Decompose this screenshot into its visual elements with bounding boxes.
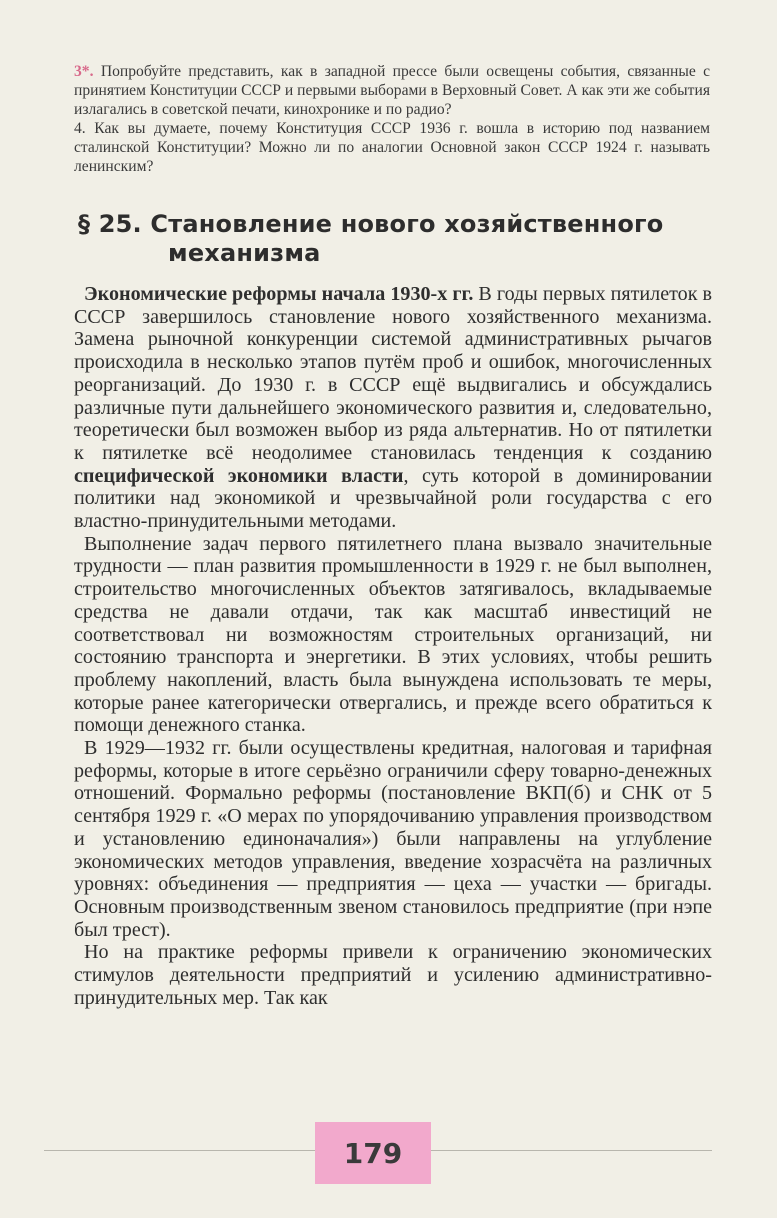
section-title-line1: § 25. Становление нового хозяйственного xyxy=(78,210,664,238)
paragraph-1-text-a: В годы первых пятилеток в СССР завершилось становление нового хозяйственного механизма. Замена рыночной конкуренции системой административных рычагов происходила в несколько этапов путём проб и ошибок, многочисленных реорганизаций. До 1930 г. в СССР ещё выдвигались и обсуждались различные пути дальнейшего экономического развития и, следовательно, теоретически был возможен выбор из ряда альтернатив. Но от пятилетки к пятилетке всё неодолимее становилась тенденция к созданию xyxy=(74,283,712,464)
paragraph-1-term: специфической экономики власти xyxy=(74,464,404,487)
question-3 xyxy=(74,62,710,119)
question-4: 4. Как вы думаете, почему Конституция СССР 1936 г. вошла в историю под названием сталинской Конституции? Можно ли по аналогии Основной закон СССР 1924 г. называть ленинским? xyxy=(74,120,710,175)
paragraph-1-lead: Экономические реформы начала 1930-х гг. xyxy=(84,283,474,305)
question-3-text: Попробуйте представить, как в западной прессе были освещены события, связанные с принятием Конституции СССР и первыми выборами в Верховный Совет. А как эти же события излагались в советской печати, кинохронике и по радио? xyxy=(74,63,710,118)
section-title-line2: механизма xyxy=(168,239,321,267)
paragraph-1-text-b: , суть которой в доминировании политики над экономикой и чрезвычайной роли государства с его властно-принудительными методами. xyxy=(74,464,712,533)
paragraph-4: Но на практике реформы привели к ограничению экономических стимулов деятельности предприятий и усилению административно-принудительных мер. Так как xyxy=(74,941,712,1009)
paragraph-3: В 1929—1932 гг. были осуществлены кредитная, налоговая и тарифная реформы, которые в итоге серьёзно ограничили сферу товарно-денежных отношений. Формально реформы (постановление ВКП(б) и СНК от 5 сентября 1929 г. «О мерах по упорядочиванию управления производством и установлению единоначалия») были направлены на углубление экономических методов управления, введение хозрасчёта на различных уровнях: объединения — предприятия — цеха — участки — бригады. Основным производственным звеном становилось предприятие (при нэпе был трест). xyxy=(74,737,712,941)
page-number: 179 xyxy=(315,1122,431,1184)
paragraph-1 xyxy=(74,283,712,533)
section-body xyxy=(74,283,712,1010)
review-questions xyxy=(74,62,710,176)
section-heading xyxy=(78,210,718,268)
paragraph-2: Выполнение задач первого пятилетнего плана вызвало значительные трудности — план развития промышленности в 1929 г. не был выполнен, строительство многочисленных объектов затягивалось, вкладываемые средства не давали отдачи, так как масштаб инвестиций не соответствовал ни возможностям строительных организаций, ни состоянию транспорта и энергетики. В этих условиях, чтобы решить проблему накоплений, власть была вынуждена использовать те меры, которые ранее категорически отвергались, и прежде всего обратиться к помощи денежного станка. xyxy=(74,532,712,737)
question-3-number: 3*. xyxy=(74,63,94,80)
